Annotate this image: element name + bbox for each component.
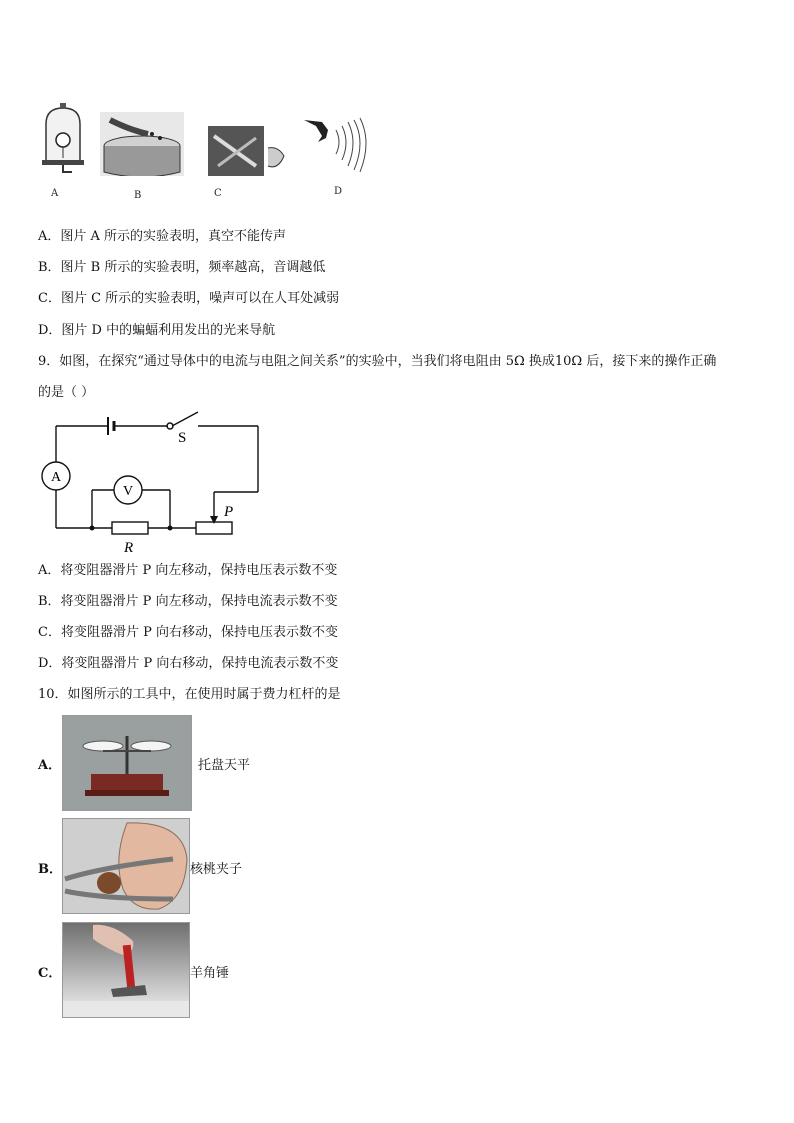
q9-option-c: C．将变阻器滑片 P 向右移动，保持电压表示数不变 — [38, 625, 338, 640]
slider-label: P — [224, 504, 234, 520]
q10-option-a-letter: A． — [38, 758, 62, 773]
q10-stem: 10．如图所示的工具中，在使用时属于费力杠杆的是 — [38, 687, 341, 702]
q9-option-b: B．将变阻器滑片 P 向左移动，保持电流表示数不变 — [38, 594, 338, 609]
q10-option-a-name: 托盘天平 — [198, 758, 251, 773]
q9-option-a: A．将变阻器滑片 P 向左移动，保持电压表示数不变 — [38, 563, 338, 578]
q8-option-d: D．图片 D 中的蝙蝠利用发出的光来导航 — [38, 323, 276, 338]
q10-option-c-letter: C． — [38, 966, 62, 981]
q9-stem-line1: 9．如图，在探究“通过导体中的电流与电阻之间关系”的实验中，当我们将电阻由 5Ω 换成10Ω 后，接下来的操作正确 — [38, 354, 717, 369]
voltmeter-label: V — [122, 484, 134, 499]
drum-image — [100, 112, 184, 176]
image-label-d: D — [334, 186, 343, 197]
q9-option-d: D．将变阻器滑片 P 向右移动，保持电流表示数不变 — [38, 656, 339, 671]
q10-option-c-name: 羊角锤 — [190, 966, 230, 981]
image-label-c: C — [214, 188, 222, 199]
bell-jar-image — [38, 102, 88, 174]
nutcracker-image — [62, 818, 190, 914]
circuit-diagram — [36, 408, 276, 558]
ammeter-label: A — [50, 470, 62, 485]
q8-option-a: A．图片 A 所示的实验表明，真空不能传声 — [38, 229, 287, 244]
switch-label: S — [178, 430, 187, 446]
image-label-b: B — [134, 190, 142, 201]
bat-image — [302, 112, 374, 176]
q8-option-c: C．图片 C 所示的实验表明，噪声可以在人耳处减弱 — [38, 291, 340, 306]
balance-scale-image — [62, 715, 192, 811]
q10-option-b-name: 核桃夹子 — [190, 862, 243, 877]
claw-hammer-image — [62, 922, 190, 1018]
earplug-image — [208, 126, 288, 176]
resistor-label: R — [124, 540, 134, 556]
q9-stem-line2: 的是（ ） — [38, 385, 95, 400]
image-label-a: A — [51, 188, 59, 199]
q10-option-b-letter: B． — [38, 862, 62, 877]
q8-option-b: B．图片 B 所示的实验表明，频率越高，音调越低 — [38, 260, 326, 275]
